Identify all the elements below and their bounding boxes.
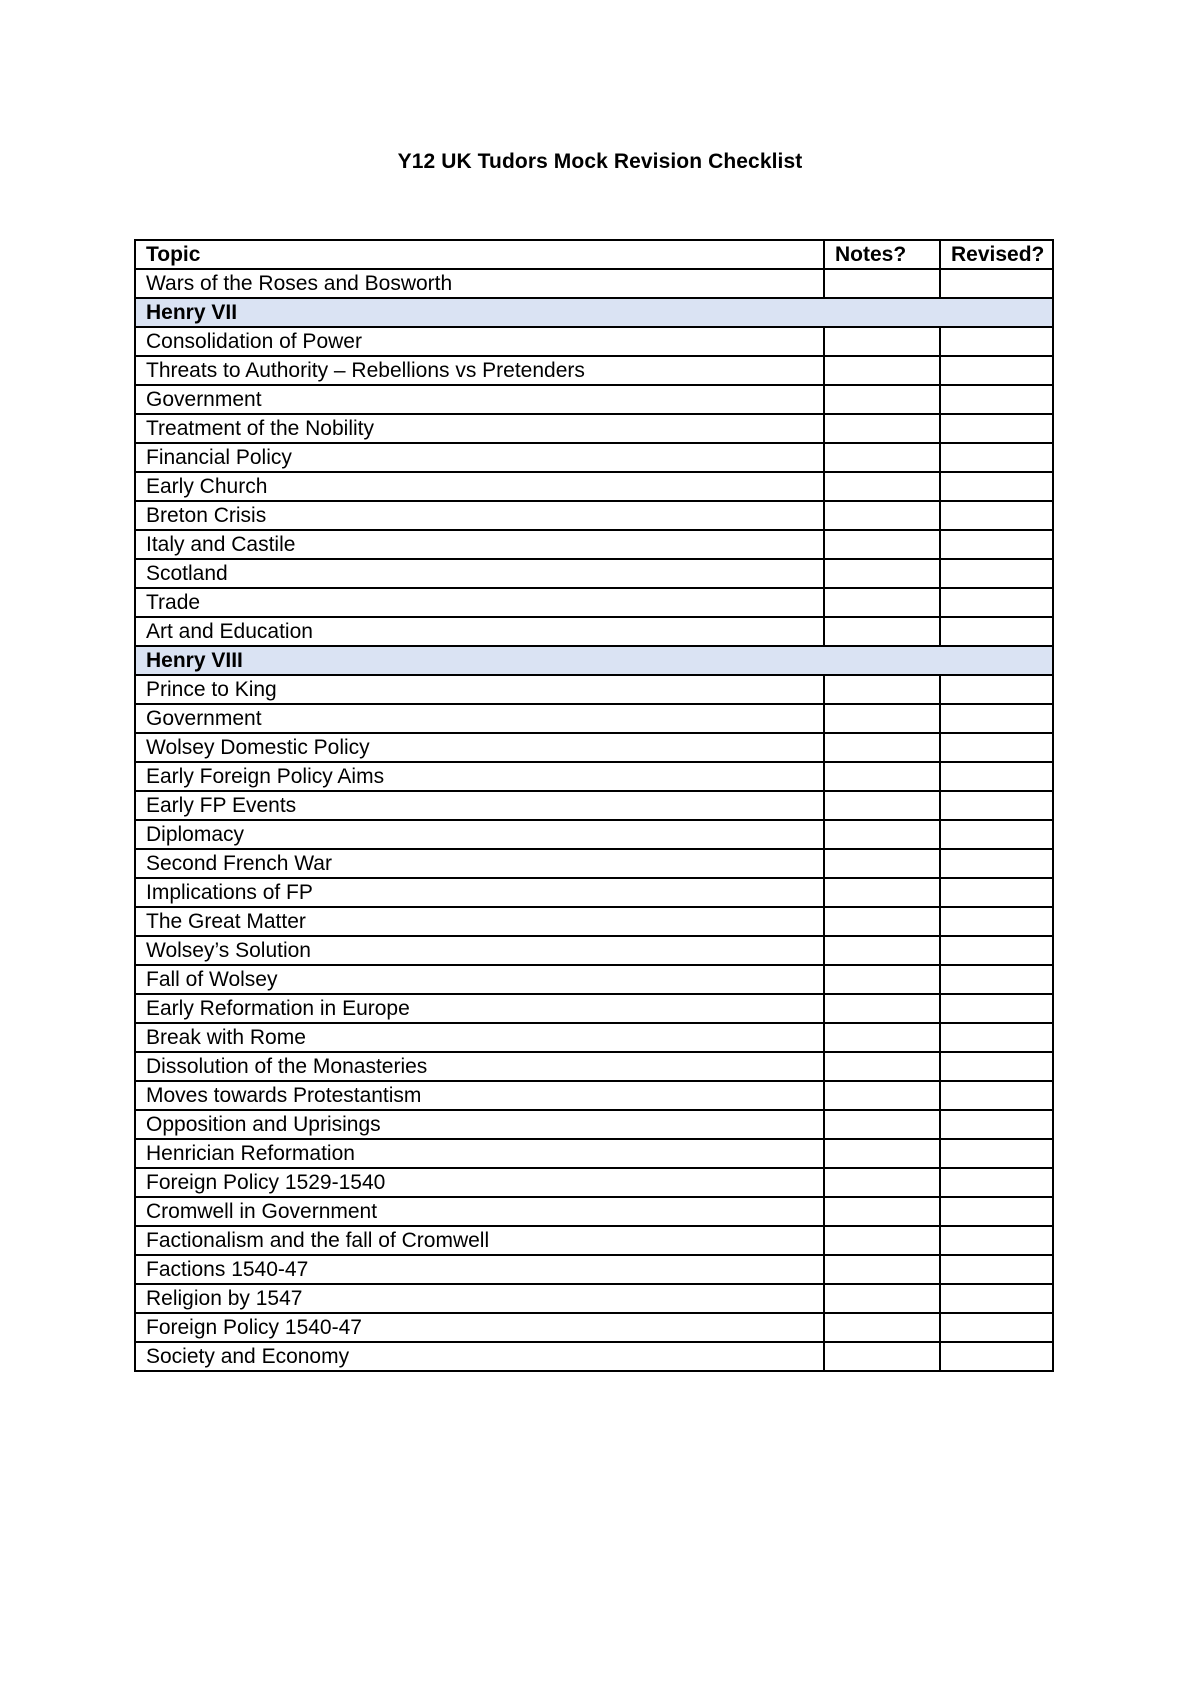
topic-cell: Implications of FP bbox=[135, 878, 824, 907]
notes-checkbox-cell[interactable] bbox=[824, 530, 940, 559]
revised-checkbox-cell[interactable] bbox=[940, 1139, 1053, 1168]
notes-checkbox-cell[interactable] bbox=[824, 472, 940, 501]
revised-checkbox-cell[interactable] bbox=[940, 1168, 1053, 1197]
notes-checkbox-cell[interactable] bbox=[824, 849, 940, 878]
topic-cell: Factions 1540-47 bbox=[135, 1255, 824, 1284]
revised-checkbox-cell[interactable] bbox=[940, 501, 1053, 530]
notes-checkbox-cell[interactable] bbox=[824, 791, 940, 820]
section-heading: Henry VIII bbox=[135, 646, 1053, 675]
topic-cell: Breton Crisis bbox=[135, 501, 824, 530]
table-row bbox=[135, 385, 1053, 414]
table-row bbox=[135, 907, 1053, 936]
table-row bbox=[135, 559, 1053, 588]
section-row-henry-viii bbox=[135, 646, 1053, 675]
revised-checkbox-cell[interactable] bbox=[940, 269, 1053, 298]
notes-checkbox-cell[interactable] bbox=[824, 762, 940, 791]
topic-cell: Scotland bbox=[135, 559, 824, 588]
table-row bbox=[135, 501, 1053, 530]
topic-cell: Treatment of the Nobility bbox=[135, 414, 824, 443]
revised-checkbox-cell[interactable] bbox=[940, 849, 1053, 878]
notes-checkbox-cell[interactable] bbox=[824, 704, 940, 733]
notes-checkbox-cell[interactable] bbox=[824, 327, 940, 356]
revision-checklist-table bbox=[134, 239, 1054, 1372]
table-row bbox=[135, 965, 1053, 994]
revised-checkbox-cell[interactable] bbox=[940, 1081, 1053, 1110]
revised-checkbox-cell[interactable] bbox=[940, 588, 1053, 617]
notes-checkbox-cell[interactable] bbox=[824, 414, 940, 443]
revised-checkbox-cell[interactable] bbox=[940, 733, 1053, 762]
revised-checkbox-cell[interactable] bbox=[940, 791, 1053, 820]
notes-checkbox-cell[interactable] bbox=[824, 1139, 940, 1168]
table-row bbox=[135, 1081, 1053, 1110]
notes-checkbox-cell[interactable] bbox=[824, 385, 940, 414]
notes-checkbox-cell[interactable] bbox=[824, 1052, 940, 1081]
revised-checkbox-cell[interactable] bbox=[940, 356, 1053, 385]
topic-cell: Threats to Authority – Rebellions vs Pretenders bbox=[135, 356, 824, 385]
topic-cell: Foreign Policy 1529-1540 bbox=[135, 1168, 824, 1197]
revised-checkbox-cell[interactable] bbox=[940, 472, 1053, 501]
revised-checkbox-cell[interactable] bbox=[940, 1313, 1053, 1342]
notes-checkbox-cell[interactable] bbox=[824, 1342, 940, 1371]
table-row bbox=[135, 588, 1053, 617]
table-row bbox=[135, 472, 1053, 501]
header-row bbox=[135, 240, 1053, 269]
topic-cell: Moves towards Protestantism bbox=[135, 1081, 824, 1110]
notes-column-header: Notes? bbox=[824, 240, 940, 269]
notes-checkbox-cell[interactable] bbox=[824, 733, 940, 762]
revised-checkbox-cell[interactable] bbox=[940, 965, 1053, 994]
table-row bbox=[135, 762, 1053, 791]
revised-checkbox-cell[interactable] bbox=[940, 1110, 1053, 1139]
topic-cell: Government bbox=[135, 385, 824, 414]
revised-checkbox-cell[interactable] bbox=[940, 443, 1053, 472]
table-row bbox=[135, 414, 1053, 443]
revised-checkbox-cell[interactable] bbox=[940, 675, 1053, 704]
notes-checkbox-cell[interactable] bbox=[824, 1226, 940, 1255]
notes-checkbox-cell[interactable] bbox=[824, 1110, 940, 1139]
notes-checkbox-cell[interactable] bbox=[824, 501, 940, 530]
revised-checkbox-cell[interactable] bbox=[940, 1023, 1053, 1052]
table-row bbox=[135, 617, 1053, 646]
section-heading: Henry VII bbox=[135, 298, 1053, 327]
table-row bbox=[135, 1284, 1053, 1313]
revised-checkbox-cell[interactable] bbox=[940, 762, 1053, 791]
revised-checkbox-cell[interactable] bbox=[940, 1226, 1053, 1255]
notes-checkbox-cell[interactable] bbox=[824, 617, 940, 646]
topic-cell: Religion by 1547 bbox=[135, 1284, 824, 1313]
table-row bbox=[135, 1023, 1053, 1052]
topic-cell: Factionalism and the fall of Cromwell bbox=[135, 1226, 824, 1255]
table-row bbox=[135, 849, 1053, 878]
revised-checkbox-cell[interactable] bbox=[940, 385, 1053, 414]
table-row bbox=[135, 791, 1053, 820]
table-row bbox=[135, 1110, 1053, 1139]
notes-checkbox-cell[interactable] bbox=[824, 588, 940, 617]
notes-checkbox-cell[interactable] bbox=[824, 356, 940, 385]
topic-cell: Wolsey’s Solution bbox=[135, 936, 824, 965]
table-row bbox=[135, 1139, 1053, 1168]
topic-cell: Early Reformation in Europe bbox=[135, 994, 824, 1023]
table-row bbox=[135, 994, 1053, 1023]
table-row bbox=[135, 1342, 1053, 1371]
notes-checkbox-cell[interactable] bbox=[824, 559, 940, 588]
revised-checkbox-cell[interactable] bbox=[940, 1284, 1053, 1313]
table-row bbox=[135, 936, 1053, 965]
notes-checkbox-cell[interactable] bbox=[824, 1284, 940, 1313]
notes-checkbox-cell[interactable] bbox=[824, 1081, 940, 1110]
topic-cell: Early FP Events bbox=[135, 791, 824, 820]
topic-cell: Italy and Castile bbox=[135, 530, 824, 559]
topic-cell: Early Church bbox=[135, 472, 824, 501]
revised-checkbox-cell[interactable] bbox=[940, 936, 1053, 965]
notes-checkbox-cell[interactable] bbox=[824, 994, 940, 1023]
topic-cell: Dissolution of the Monasteries bbox=[135, 1052, 824, 1081]
revised-checkbox-cell[interactable] bbox=[940, 704, 1053, 733]
table-row bbox=[135, 1313, 1053, 1342]
topic-cell: Trade bbox=[135, 588, 824, 617]
topic-column-header: Topic bbox=[135, 240, 824, 269]
table-row bbox=[135, 443, 1053, 472]
topic-cell: Society and Economy bbox=[135, 1342, 824, 1371]
revised-checkbox-cell[interactable] bbox=[940, 1255, 1053, 1284]
table-row bbox=[135, 1255, 1053, 1284]
topic-cell: Consolidation of Power bbox=[135, 327, 824, 356]
topic-cell: Fall of Wolsey bbox=[135, 965, 824, 994]
notes-checkbox-cell[interactable] bbox=[824, 936, 940, 965]
revised-checkbox-cell[interactable] bbox=[940, 1197, 1053, 1226]
topic-cell: Opposition and Uprisings bbox=[135, 1110, 824, 1139]
topic-cell: Henrician Reformation bbox=[135, 1139, 824, 1168]
revised-checkbox-cell[interactable] bbox=[940, 994, 1053, 1023]
table-row bbox=[135, 675, 1053, 704]
table-row bbox=[135, 530, 1053, 559]
notes-checkbox-cell[interactable] bbox=[824, 675, 940, 704]
revised-checkbox-cell[interactable] bbox=[940, 820, 1053, 849]
table-row bbox=[135, 704, 1053, 733]
page-title: Y12 UK Tudors Mock Revision Checklist bbox=[397, 150, 803, 173]
table-row bbox=[135, 878, 1053, 907]
notes-checkbox-cell[interactable] bbox=[824, 269, 940, 298]
revised-checkbox-cell[interactable] bbox=[940, 1052, 1053, 1081]
notes-checkbox-cell[interactable] bbox=[824, 1168, 940, 1197]
notes-checkbox-cell[interactable] bbox=[824, 1023, 940, 1052]
table-row bbox=[135, 269, 1053, 298]
topic-cell: Wolsey Domestic Policy bbox=[135, 733, 824, 762]
revised-column-header: Revised? bbox=[940, 240, 1053, 269]
topic-cell: Early Foreign Policy Aims bbox=[135, 762, 824, 791]
topic-cell: Cromwell in Government bbox=[135, 1197, 824, 1226]
section-row-henry-vii bbox=[135, 298, 1053, 327]
revised-checkbox-cell[interactable] bbox=[940, 327, 1053, 356]
notes-checkbox-cell[interactable] bbox=[824, 907, 940, 936]
notes-checkbox-cell[interactable] bbox=[824, 443, 940, 472]
topic-cell: Government bbox=[135, 704, 824, 733]
henry-viii-body bbox=[135, 646, 1053, 1371]
table-row bbox=[135, 820, 1053, 849]
revised-checkbox-cell[interactable] bbox=[940, 617, 1053, 646]
topic-cell: Break with Rome bbox=[135, 1023, 824, 1052]
notes-checkbox-cell[interactable] bbox=[824, 1197, 940, 1226]
table-row bbox=[135, 356, 1053, 385]
checklist-body bbox=[135, 269, 1053, 646]
notes-checkbox-cell[interactable] bbox=[824, 820, 940, 849]
topic-cell: Financial Policy bbox=[135, 443, 824, 472]
revised-checkbox-cell[interactable] bbox=[940, 530, 1053, 559]
topic-cell: The Great Matter bbox=[135, 907, 824, 936]
table-row bbox=[135, 327, 1053, 356]
revised-checkbox-cell[interactable] bbox=[940, 414, 1053, 443]
table-row bbox=[135, 1226, 1053, 1255]
notes-checkbox-cell[interactable] bbox=[824, 878, 940, 907]
topic-cell: Wars of the Roses and Bosworth bbox=[135, 269, 824, 298]
table-row bbox=[135, 1168, 1053, 1197]
table-row bbox=[135, 1052, 1053, 1081]
revised-checkbox-cell[interactable] bbox=[940, 907, 1053, 936]
topic-cell: Foreign Policy 1540-47 bbox=[135, 1313, 824, 1342]
topic-cell: Second French War bbox=[135, 849, 824, 878]
notes-checkbox-cell[interactable] bbox=[824, 1255, 940, 1284]
revised-checkbox-cell[interactable] bbox=[940, 1342, 1053, 1371]
revised-checkbox-cell[interactable] bbox=[940, 878, 1053, 907]
topic-cell: Diplomacy bbox=[135, 820, 824, 849]
notes-checkbox-cell[interactable] bbox=[824, 1313, 940, 1342]
revised-checkbox-cell[interactable] bbox=[940, 559, 1053, 588]
topic-cell: Prince to King bbox=[135, 675, 824, 704]
table-row bbox=[135, 733, 1053, 762]
table-row bbox=[135, 1197, 1053, 1226]
topic-cell: Art and Education bbox=[135, 617, 824, 646]
notes-checkbox-cell[interactable] bbox=[824, 965, 940, 994]
